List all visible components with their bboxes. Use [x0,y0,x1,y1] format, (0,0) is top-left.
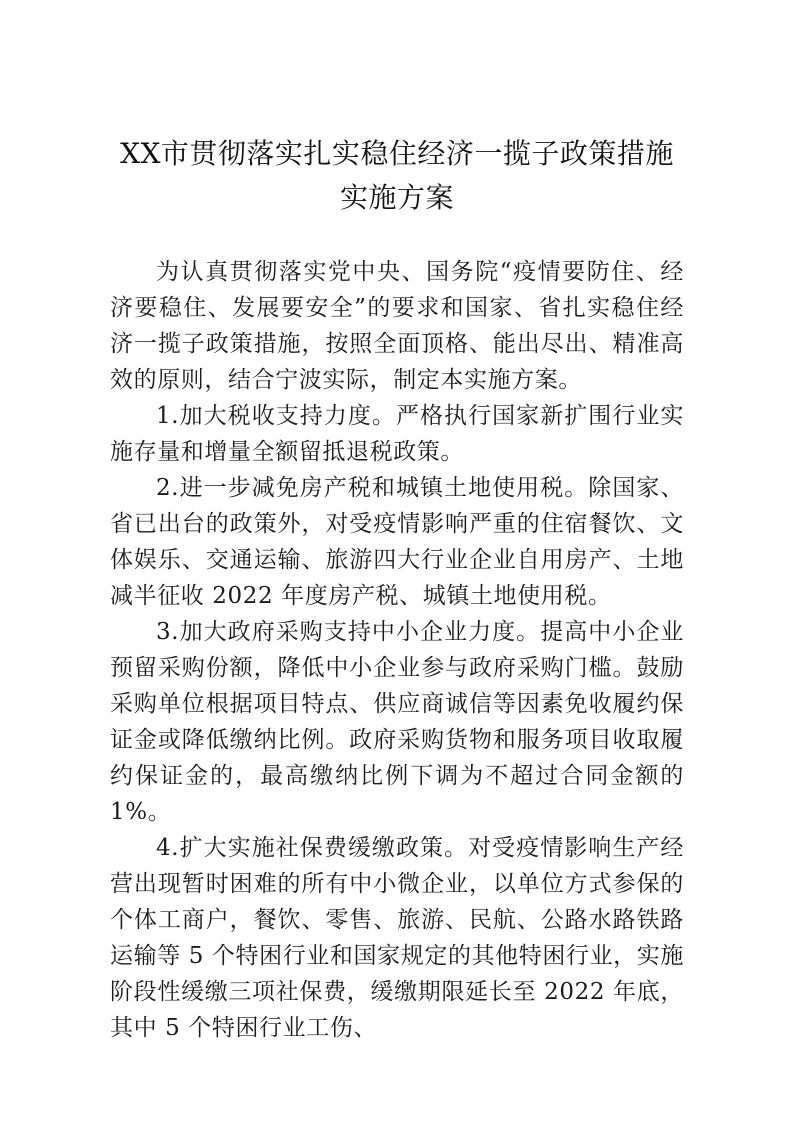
document-body [110,0,684,1046]
document-content [110,254,684,1046]
paragraph-item-3: 3.加大政府采购支持中小企业力度。提高中小企业预留采购份额，降低中小企业参与政府采购门槛。鼓励采购单位根据项目特点、供应商诚信等因素免收履约保证金或降低缴纳比例。政府采购货物和服务项目收取履约保证金的，最高缴纳比例下调为不超过合同金额的 1%。 [110,619,684,825]
paragraph-item-1: 1.加大税收支持力度。严格执行国家新扩围行业实施存量和增量全额留抵退税政策。 [110,403,684,465]
paragraph-intro: 为认真贯彻落实党中央、国务院“疫情要防住、经济要稳住、发展要安全”的要求和国家、省扎实稳住经济一揽子政策措施，按照全面顶格、能出尽出、精准高效的原则，结合宁波实际，制定本实施方案。 [110,259,684,393]
paragraph-item-4: 4.扩大实施社保费缓缴政策。对受疫情影响生产经营出现暂时困难的所有中小微企业，以单位方式参保的个体工商户，餐饮、零售、旅游、民航、公路水路铁路运输等 5 个特困行业和国家规定的其他特困行业，实施阶段性缓缴三项社保费，缓缴期限延长至 2022 年底，其中 5 个特困行业工伤、 [110,835,684,1041]
page-title: XX市贯彻落实扎实稳住经济一揽子政策措施实施方案 [120,137,674,214]
paragraph-item-2: 2.进一步减免房产税和城镇土地使用税。除国家、省已出台的政策外，对受疫情影响严重的住宿餐饮、文体娱乐、交通运输、旅游四大行业企业自用房产、土地减半征收 2022 年度房产税、城镇土地使用税。 [110,475,684,609]
